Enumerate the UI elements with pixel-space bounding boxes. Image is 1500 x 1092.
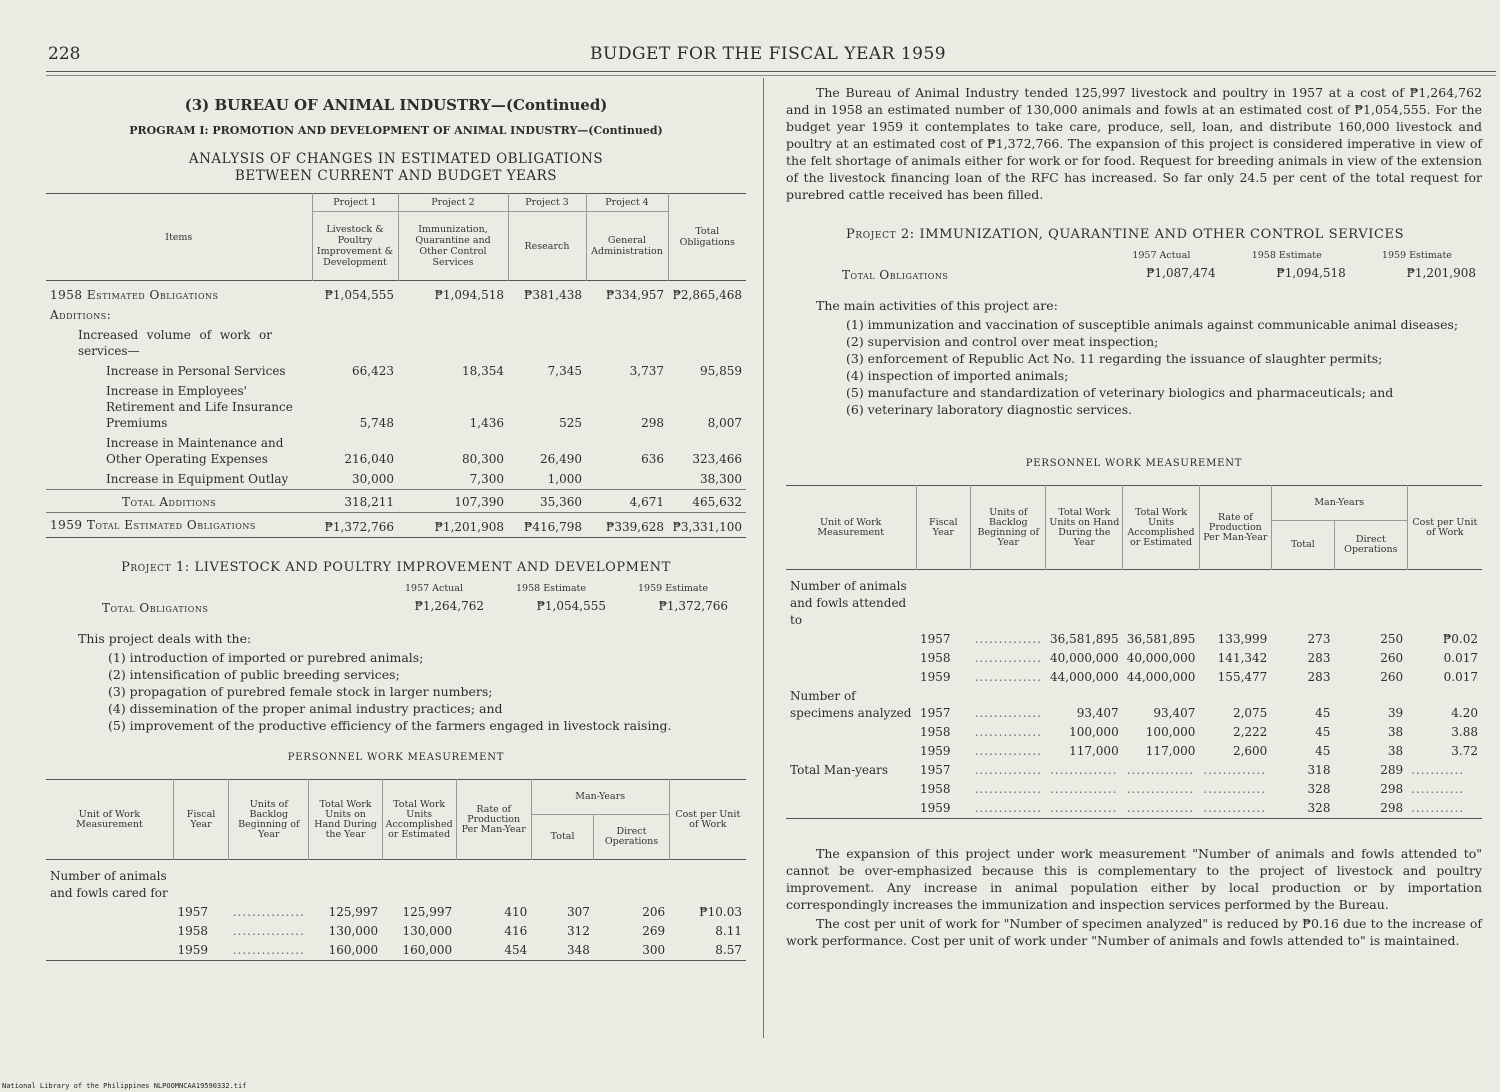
- right-column: [786, 84, 1482, 949]
- col-total: Total Obligations: [679, 226, 735, 248]
- pwm-title-2: PERSONNEL WORK MEASUREMENT: [1025, 458, 1243, 469]
- header-rule: [46, 71, 1496, 72]
- year-1958: 1958 Estimate: [516, 583, 586, 594]
- col-project-1: Project 1: [312, 194, 398, 212]
- year-1959: 1959 Estimate: [638, 583, 708, 594]
- table-row: 1958 .............. 100,000 100,000 2,222 45 38 3.88: [920, 725, 1478, 739]
- table-row: 1957 .............. 36,581,895 36,581,895 133,999 273 250 ₱0.02: [920, 632, 1478, 646]
- list-item: (1) introduction of imported or purebred animals;: [108, 650, 424, 665]
- list-item: (4) inspection of imported animals;: [846, 368, 1069, 383]
- table-row: Number of specimens analyzed 1957 .............. 93,407 93,407 2,075 45 39 4.20: [790, 689, 1478, 720]
- list-item: (1) immunization and vaccination of susceptible animals against communicable animal diseases;: [846, 317, 1459, 332]
- table-row: Increase in Maintenance and Other Operating Expenses 216,040 80,300 26,490 636 323,466: [106, 436, 742, 466]
- col-project-3: Project 3: [508, 194, 586, 212]
- col-project-2: Project 2: [398, 194, 508, 212]
- project-2-intro: The main activities of this project are:: [816, 298, 1058, 313]
- year-1959: 1959 Estimate: [1381, 250, 1452, 261]
- table-row: 1959 ............... 160,000 160,000 454 348 300 8.57: [46, 941, 746, 961]
- project-1-intro: This project deals with the:: [78, 631, 252, 646]
- table-row: 1957 ............... 125,997 125,997 410 307 206 ₱10.03: [177, 905, 742, 919]
- table-row: Number of animals and fowls attended to: [790, 579, 907, 627]
- list-item: (2) intensification of public breeding services;: [108, 667, 400, 682]
- column-divider: [763, 78, 764, 1038]
- col-project-4: Project 4: [586, 194, 668, 212]
- sub-project-4: General Administration: [586, 212, 668, 281]
- table-row: 1959 .............. 44,000,000 44,000,000 155,477 283 260 0.017: [920, 670, 1478, 684]
- table-row: 1959 .............. 117,000 117,000 2,600 45 38 3.72: [920, 744, 1478, 758]
- table-row: Increased volume of work or services—: [78, 328, 272, 358]
- pwm-table-1: Unit of Work Measurement Fiscal Year Units of Backlog Beginning of Year Total Work Units on Hand During the Year Total Work Units Accomplished or Estimated Rate of Production Per Man-Year Man-Years Cost per Unit of Work Total Direct Operations Number of animals and fowls cared for 1957 ............... 125,997 125,997 410 307 206 ₱10.03 1958 ............... 130,000 130,000 416 312 269 8.11 1959 ............... 160,000 160,000 454 348 300 8.57: [46, 779, 746, 961]
- table-row: Increase in Employees' Retirement and Life Insurance Premiums 5,748 1,436 525 298 8,007: [106, 384, 742, 430]
- list-item: (4) dissemination of the proper animal industry practices; and: [108, 701, 503, 716]
- list-item: (3) enforcement of Republic Act No. 11 regarding the issuance of slaughter permits;: [846, 351, 1383, 366]
- scan-footer: National Library of the Philippines NLPOOMNCAA19590332.tif: [2, 1082, 247, 1090]
- program-title: PROGRAM I: PROMOTION AND DEVELOPMENT OF ANIMAL INDUSTRY—(Continued): [129, 124, 663, 137]
- project-2-obligations: 1957 Actual 1958 Estimate 1959 Estimate Total Obligations ₱1,087,474 ₱1,094,518 ₱1,201,908: [836, 250, 1482, 283]
- header-rule-2: [46, 75, 1496, 76]
- project-2-list: [786, 316, 1482, 418]
- bureau-title: (3) BUREAU OF ANIMAL INDUSTRY—(Continued): [184, 96, 608, 114]
- pwm-title-1: PERSONNEL WORK MEASUREMENT: [287, 752, 505, 763]
- table-row: 1958 ............... 130,000 130,000 416 312 269 8.11: [177, 924, 742, 938]
- project-1-title: Project 1: LIVESTOCK AND POULTRY IMPROVEMENT AND DEVELOPMENT: [121, 560, 671, 575]
- table-row: 1958 .............. 40,000,000 40,000,000 141,342 283 260 0.017: [920, 651, 1478, 665]
- table-row: Number of animals and fowls cared for: [50, 869, 168, 900]
- analysis-title-1: ANALYSIS OF CHANGES IN ESTIMATED OBLIGATIONS: [188, 151, 604, 167]
- list-item: (5) manufacture and standardization of veterinary biologics and pharmaceuticals; and: [846, 385, 1394, 400]
- list-item: (5) improvement of the productive efficiency of the farmers engaged in livestock raising.: [108, 718, 672, 733]
- sub-project-1: Livestock & Poultry Improvement & Development: [312, 212, 398, 281]
- table-row: Increase in Equipment Outlay 30,000 7,300 1,000 38,300: [106, 472, 742, 486]
- page-number: 228: [48, 44, 81, 64]
- analysis-title-2: BETWEEN CURRENT AND BUDGET YEARS: [234, 168, 558, 184]
- list-item: (3) propagation of purebred female stock in larger numbers;: [108, 684, 493, 699]
- list-item: (2) supervision and control over meat inspection;: [846, 334, 1159, 349]
- year-1957: 1957 Actual: [1132, 250, 1191, 261]
- table-row: 1959 Total Estimated Obligations ₱1,372,766 ₱1,201,908 ₱416,798 ₱339,628 ₱3,331,100: [46, 513, 746, 538]
- intro-paragraph: The Bureau of Animal Industry tended 125,997 livestock and poultry in 1957 at a cost of ₱1,264,762 and in 1958 an estimated number of 130,000 animals and fowls at an estimated cost of ₱1,054,555. For the budget year 1959 it contemplates to take care, produce, sell, loan, and distribute 160,000 livestock and poultry at an estimated cost of ₱1,372,766. The expansion of this project is considered imperative in view of the felt shortage of animals either for work or for food. Request for breeding animals in view of the extension of the livestock financing loan of the RFC has increased. So far only 24.5 per cent of the total request for purebred cattle received has been filled.: [786, 85, 1482, 202]
- table-row: Total Man-years 1957 .............. .............. .............. ............. 318 289 ...........: [790, 763, 1465, 777]
- project-1-obligations: 1957 Actual 1958 Estimate 1959 Estimate Total Obligations ₱1,264,762 ₱1,054,555 ₱1,372,766: [96, 583, 734, 616]
- project-1-list: [46, 649, 746, 734]
- list-item: (6) veterinary laboratory diagnostic services.: [846, 402, 1133, 417]
- col-items: Items: [46, 194, 312, 281]
- sub-project-2: Immunization, Quarantine and Other Control Services: [398, 212, 508, 281]
- table-row: Additions:: [50, 308, 112, 322]
- project-2-title: Project 2: IMMUNIZATION, QUARANTINE AND OTHER CONTROL SERVICES: [846, 227, 1405, 242]
- year-1958: 1958 Estimate: [1251, 250, 1322, 261]
- sub-project-3: Research: [508, 212, 586, 281]
- paragraph-expansion: The expansion of this project under work measurement "Number of animals and fowls attended to" cannot be over-emphasized because this is complementary to the project of livestock and poultry improvement. Any increase in animal population either by local production or by importation correspondingly increases the immunization and inspection services performed by the Bureau.: [786, 846, 1482, 912]
- changes-table: [46, 193, 746, 538]
- page-title: BUDGET FOR THE FISCAL YEAR 1959: [590, 44, 947, 64]
- table-row: Increase in Personal Services 66,423 18,354 7,345 3,737 95,859: [106, 364, 742, 378]
- left-column: [46, 96, 746, 961]
- table-row: 1958 .............. .............. .............. ............. 328 298 ...........: [920, 782, 1465, 796]
- table-row: 1959 .............. .............. .............. ............. 328 298 ...........: [786, 799, 1482, 819]
- year-1957: 1957 Actual: [404, 583, 464, 594]
- table-row: 1958 Estimated Obligations ₱1,054,555 ₱1,094,518 ₱381,438 ₱334,957 ₱2,865,468: [50, 288, 742, 302]
- table-row: Total Additions 318,211 107,390 35,360 4,671 465,632: [46, 490, 746, 513]
- paragraph-cost: The cost per unit of work for "Number of specimen analyzed" is reduced by ₱0.16 due to the increase of work performance. Cost per unit of work under "Number of animals and fowls attended to" is maintained.: [786, 916, 1482, 948]
- pwm-table-2: Unit of Work Measurement Fiscal Year Units of Backlog Beginning of Year Total Work Units on Hand During the Year Total Work Units Accomplished or Estimated Rate of Production Per Man-Year Man-Years Cost per Unit of Work Total Direct Operations Number of animals and fowls attended to 1957 .............. 36,581,895 36,581,895 133,999 273 250 ₱0.02 1958 .............. 40,000,000 40,000,000 141,342 283 260 0.017 1959 .............. 44,000,000 44,000,000 155,477 283 260 0.017 Number of specimens analyzed 1957 .............. 93,407 93,407 2,075 45 39 4.20 1958 .............. 100,000 100,000 2,222 45 38 3.88 1959 .............. 117,000 117,000 2,600 45 38 3.72 Total Man-years 1957 .............. .............. .............. ............. 318 289 ........... 1958 .............. .............. .............. ............. 328 298 ........... 1959 .............. .............. .............. ............. 328 298 ...........: [786, 485, 1482, 819]
